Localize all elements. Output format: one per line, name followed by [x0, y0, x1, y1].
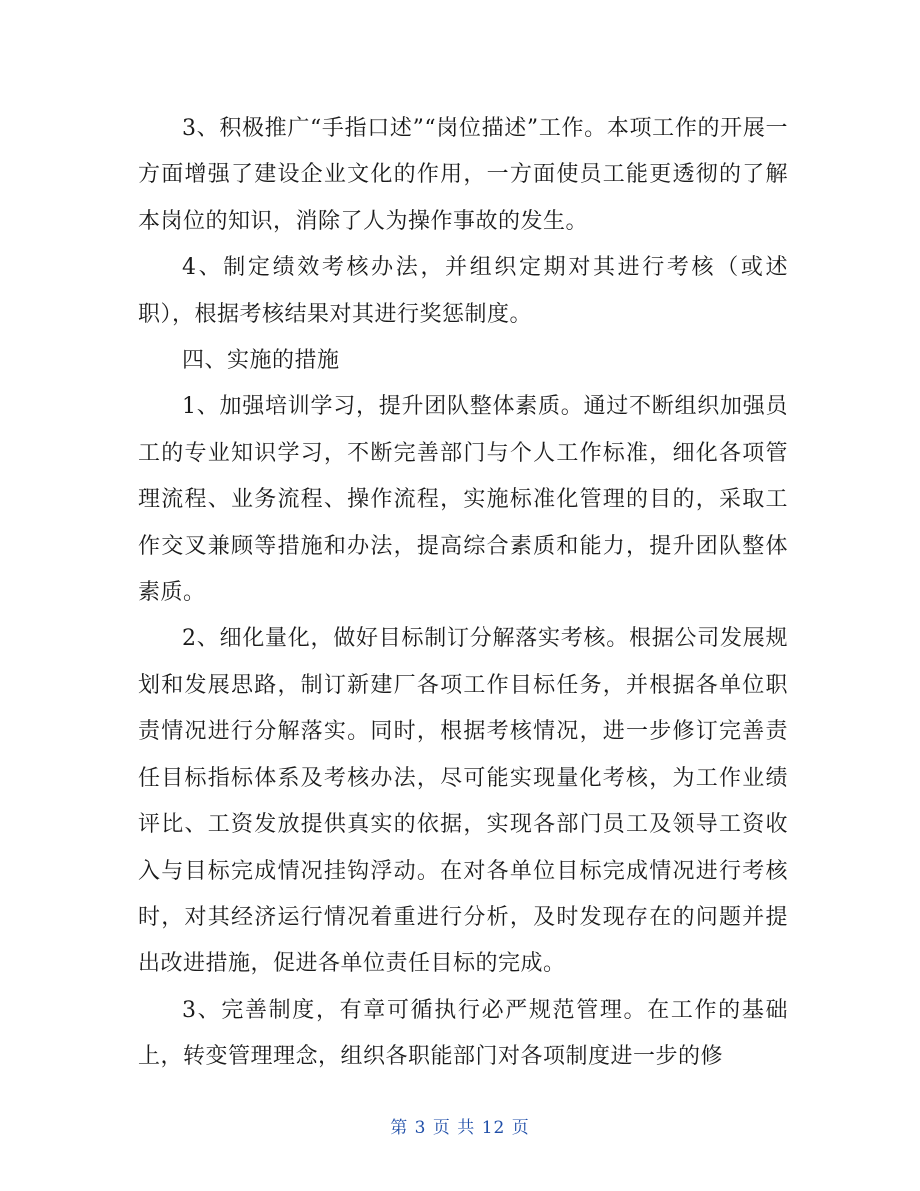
- paragraph-measure-1-training: 1、加强培训学习，提升团队整体素质。通过不断组织加强员工的专业知识学习，不断完善部门与个人工作标准，细化各项管理流程、业务流程、操作流程，实施标准化管理的目的，采取工作交叉兼顾等措施和办法，提高综合素质和能力，提升团队整体素质。: [138, 394, 788, 606]
- paragraph-item-3-promotion: 3、积极推广“手指口述”“岗位描述”工作。本项工作的开展一方面增强了建设企业文化的作用，一方面使员工能更透彻的了解本岗位的知识，消除了人为操作事故的发生。: [138, 116, 788, 234]
- paragraph-measure-2-targets: 2、细化量化，做好目标制订分解落实考核。根据公司发展规划和发展思路，制订新建厂各项工作目标任务，并根据各单位职责情况进行分解落实。同时，根据考核情况，进一步修订完善责任目标指标体系及考核办法，尽可能实现量化考核，为工作业绩评比、工资发放提供真实的依据，实现各部门员工及领导工资收入与目标完成情况挂钩浮动。在对各单位目标完成情况进行考核时，对其经济运行情况着重进行分析，及时发现存在的问题并提出改进措施，促进各单位责任目标的完成。: [138, 626, 788, 977]
- page-number-footer: 第 3 页 共 12 页: [390, 1118, 530, 1138]
- paragraph-item-4-assessment: 4、制定绩效考核办法，并组织定期对其进行考核（或述职），根据考核结果对其进行奖惩制度。: [138, 255, 788, 327]
- paragraph-measure-3-systems: 3、完善制度，有章可循执行必严规范管理。在工作的基础上，转变管理理念，组织各职能部门对各项制度进一步的修: [138, 997, 788, 1070]
- section-heading-measures: 四、实施的措施: [182, 348, 340, 374]
- document-body: [138, 106, 788, 1081]
